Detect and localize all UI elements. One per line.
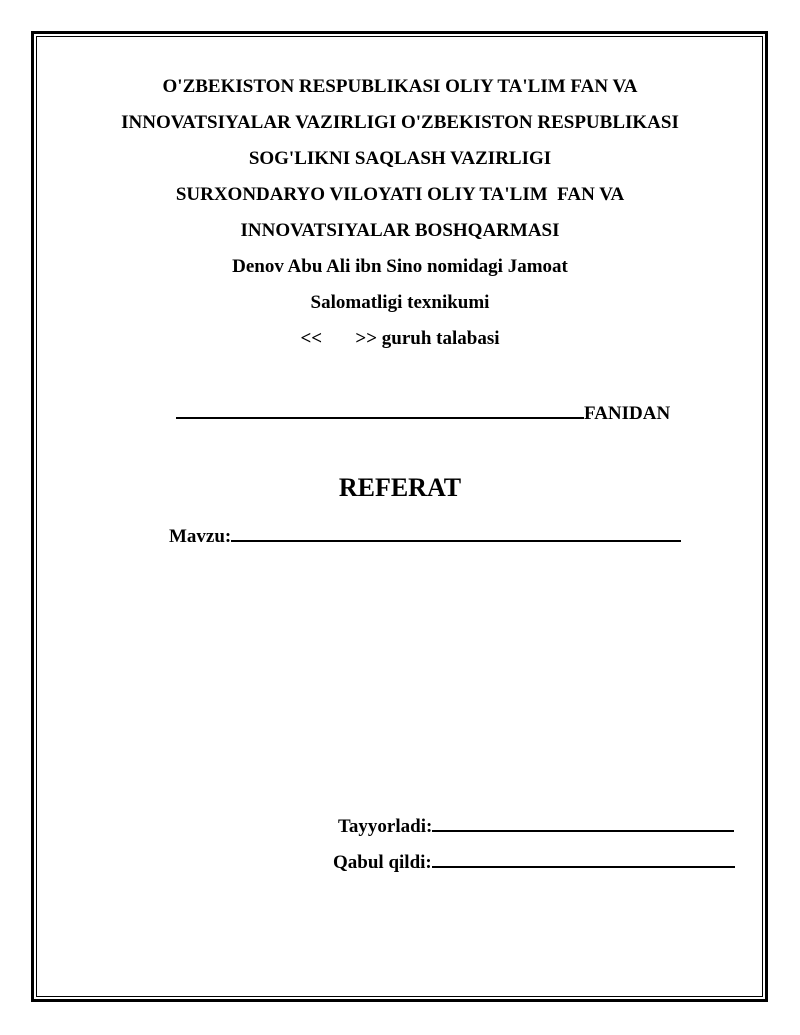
- topic-line: [169, 522, 681, 549]
- header-line-1: O'ZBEKISTON RESPUBLIKASI OLIY TA'LIM FAN VA: [162, 76, 638, 97]
- topic-blank[interactable]: [231, 522, 681, 542]
- subject-blank[interactable]: [176, 399, 584, 419]
- prepared-blank[interactable]: [432, 812, 734, 832]
- group-open: <<: [300, 328, 323, 349]
- institution-line-1: Denov Abu Ali ibn Sino nomidagi Jamoat: [232, 256, 568, 277]
- subject-line: [176, 399, 670, 426]
- header-line-5: INNOVATSIYALAR BOSHQARMASI: [240, 220, 560, 241]
- prepared-line: [338, 812, 734, 839]
- institution-line-2: Salomatligi texnikumi: [310, 292, 490, 313]
- header-line-2: INNOVATSIYALAR VAZIRLIGI O'ZBEKISTON RESPUBLIKASI: [121, 112, 679, 133]
- prepared-label: Tayyorladi:: [338, 816, 433, 837]
- document-title: REFERAT: [338, 473, 462, 502]
- subject-suffix: FANIDAN: [584, 403, 671, 424]
- accepted-label: Qabul qildi:: [333, 852, 432, 873]
- group-close: >> guruh talabasi: [355, 328, 500, 349]
- header-line-4: SURXONDARYO VILOYATI OLIY TA'LIM FAN VA: [175, 184, 625, 205]
- group-line: [0, 327, 800, 351]
- accepted-line: [333, 848, 735, 875]
- header-line-3: SOG'LIKNI SAQLASH VAZIRLIGI: [248, 148, 552, 169]
- topic-label: Mavzu:: [169, 526, 232, 547]
- accepted-blank[interactable]: [432, 848, 735, 868]
